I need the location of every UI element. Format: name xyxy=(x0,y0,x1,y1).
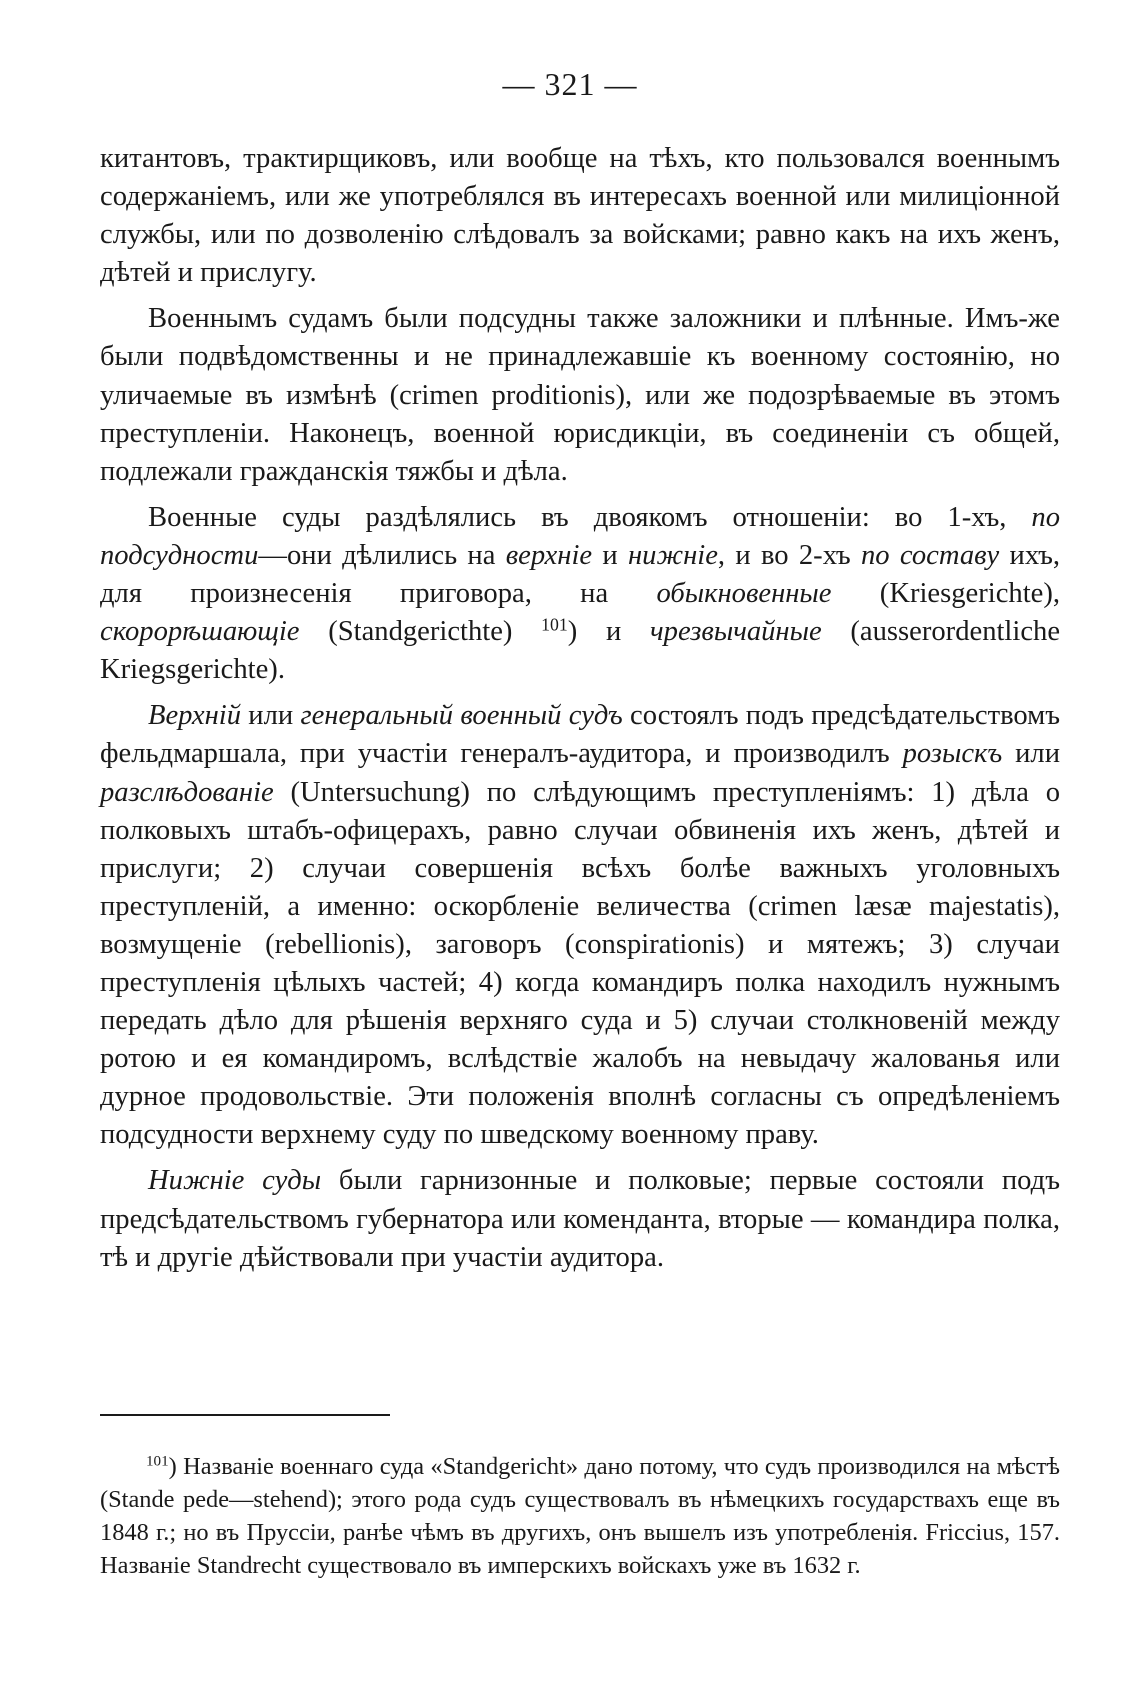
text-run: (Standgericthte) xyxy=(299,616,542,648)
italic-term: Верхній xyxy=(148,700,241,732)
italic-term: розыскъ xyxy=(902,738,1003,770)
italic-term: по подсудности xyxy=(100,501,1060,571)
italic-term: по составу xyxy=(860,539,1000,571)
italic-term: Нижніе суды xyxy=(148,1165,322,1197)
text-run: состоялъ подъ предсѣдательствомъ фельдмаршала, при участіи генералъ-аудитора, и производилъ xyxy=(100,700,1061,770)
italic-term: скорорѣшающіе xyxy=(100,616,300,648)
text-run: были гарнизонные и полковые; первые состояли подъ предсѣдательствомъ губернатора или коменданта, вторые — командира полка, тѣ и другіе дѣйствовали при участіи аудитора. xyxy=(100,1165,1060,1273)
paragraph-2: Военнымъ судамъ были подсудны также заложники и плѣнные. Имъ-же были подвѣдомственны и не принадлежавшіе къ военному состоянію, но уличаемые въ измѣнѣ (crimen proditionis), или же подозрѣваемые въ этомъ преступленіи. Наконецъ, военной юрисдикціи, въ соединеніи съ общей, подлежали гражданскія тяжбы и дѣла. xyxy=(100,303,1060,487)
italic-term: чрезвычайные xyxy=(650,616,822,648)
paragraph-3 xyxy=(100,499,1060,689)
text-run: или xyxy=(1002,738,1061,770)
paragraph-1: китантовъ, трактирщиковъ, или вообще на тѣхъ, кто пользовался военнымъ содержаніемъ, или же употреблялся въ интересахъ военной или милиціонной службы, или по дозволенію слѣдовалъ за войсками; равно какъ на ихъ женъ, дѣтей и прислугу. xyxy=(100,143,1060,289)
body-text xyxy=(100,140,1060,1285)
footnote xyxy=(100,1450,1060,1582)
text-run: ) и xyxy=(567,616,651,648)
footnote-separator xyxy=(100,1414,390,1416)
paragraph-4 xyxy=(100,697,1060,1154)
italic-term: разслѣдованіе xyxy=(100,776,274,808)
italic-term: нижніе xyxy=(628,539,718,571)
footnote-reference: 101 xyxy=(541,614,568,635)
text-run: или xyxy=(241,700,301,732)
italic-term: верхніе xyxy=(505,539,593,571)
italic-term: генеральный военный судъ xyxy=(300,700,623,732)
footnote-text: ) Названіе военнаго суда «Standgericht» дано потому, что судъ производился на мѣстѣ (Stande pede—stehend); этого рода судъ существовалъ въ нѣмецкихъ государствахъ еще въ 1848 г.; но въ Пруссіи, ранѣе чѣмъ въ другихъ, онъ вышелъ изъ употребленія. Friccius, 157. Названіе Standrecht существовало въ имперскихъ войскахъ уже въ 1632 г. xyxy=(100,1453,1060,1579)
text-run: (ausserordentliche Kriegsgerichte). xyxy=(100,616,1061,686)
footnote-marker: 101 xyxy=(146,1453,169,1470)
text-run: (Kriesgerichte), xyxy=(831,578,1061,610)
italic-term: обыкновенные xyxy=(656,578,832,610)
page-number: — 321 — xyxy=(502,66,638,102)
text-run: —они дѣлились на xyxy=(258,539,506,571)
text-run: и xyxy=(592,539,628,571)
text-run: Военные суды раздѣлялись въ двоякомъ отношеніи: во 1-хъ, xyxy=(148,501,1032,533)
text-run: ихъ, для произнесенія приговора, на xyxy=(100,539,1060,610)
text-run: , и во 2-хъ xyxy=(717,539,861,571)
text-run: (Untersuchung) по слѣдующимъ преступленіямъ: 1) дѣла о полковыхъ штабъ-офицерахъ, равно случаи обвиненія ихъ женъ, дѣтей и прислуги; 2) случаи совершенія всѣхъ болѣе важныхъ уголовныхъ преступленій, а именно: оскорбленіе величества (crimen læsæ majestatis), возмущеніе (rebellionis), заговоръ (conspirationis) и мятежъ; 3) случаи преступленія цѣлыхъ частей; 4) когда командиръ полка находилъ нужнымъ передать дѣло для рѣшенія верхняго суда и 5) случаи столкновеній между ротою и ея командиромъ, вслѣдствіе жалобъ на невыдачу жалованья или дурное продовольствіе. Эти положенія вполнѣ согласны съ опредѣленіемъ подсудности верхнему суду по шведскому военному праву. xyxy=(100,776,1060,1151)
paragraph-5 xyxy=(100,1162,1060,1276)
